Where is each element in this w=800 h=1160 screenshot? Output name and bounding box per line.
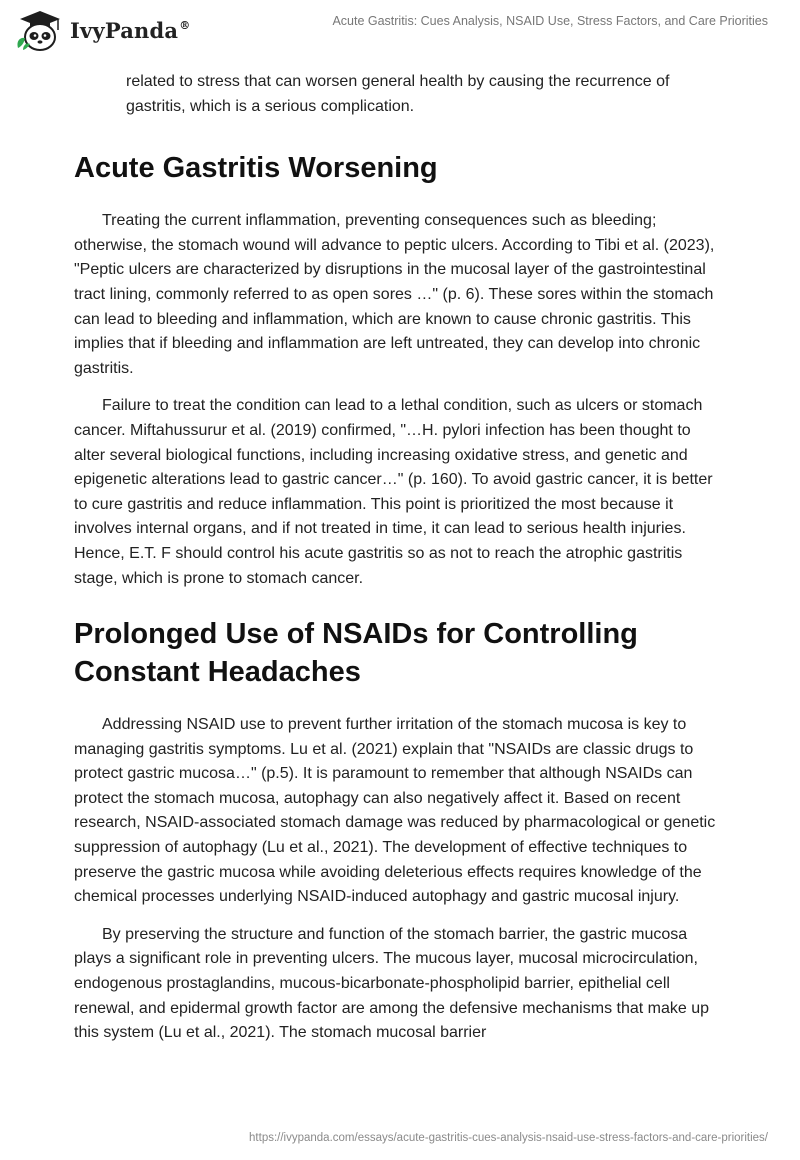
panda-graduate-icon: [14, 8, 62, 52]
article-body: [74, 70, 724, 1059]
continued-paragraph: related to stress that can worsen general health by causing the recurrence of gastritis, which is a serious complication.: [126, 73, 670, 115]
paragraph: Addressing NSAID use to prevent further irritation of the stomach mucosa is key to managing gastritis symptoms. Lu et al. (2021) explain that "NSAIDs are classic drugs to protect gastric mucosa…" (p.5). It is paramount to remember that although NSAIDs can protect the stomach mucosa, autophagy can also negatively affect it. Based on recent research, NSAID-associated stomach damage was reduced by pharmacological or genetic suppression of autophagy (Lu et al., 2021). The development of effective techniques to preserve the gastric mucosa while avoiding deleterious effects requires knowledge of the chemical processes underlying NSAID-induced autophagy and gastric mucosal injury.: [74, 716, 716, 906]
page-header: [0, 0, 800, 60]
logo-name: IvyPanda: [70, 17, 179, 43]
logo-wordmark: [70, 18, 190, 43]
section-heading-nsaids: Prolonged Use of NSAIDs for Controlling Constant Headaches: [74, 618, 638, 689]
paragraph: By preserving the structure and function of the stomach barrier, the gastric mucosa plays a significant role in preventing ulcers. The mucous layer, mucosal microcirculation, endogenous prostaglandins, mucous-bicarbonate-phospholipid barrier, epithelial cell renewal, and epidermal growth factor are among the defensive mechanisms that make up this system (Lu et al., 2021). The stomach mucosal barrier: [74, 925, 710, 1042]
section-heading-acute-gastritis: Acute Gastritis Worsening: [74, 152, 438, 185]
paragraph: Treating the current inflammation, preventing consequences such as bleeding; otherwise, the stomach wound will advance to peptic ulcers. According to Tibi et al. (2023), "Peptic ulcers are characterized by disruptions in the mucosal layer of the gastrointestinal tract lining, commonly referred to as open sores …" (p. 6). These sores within the stomach can lead to bleeding and inflammation, which are known to cause chronic gastritis. This implies that if bleeding and inflammation are left untreated, they can develop into chronic gastritis.: [74, 212, 715, 377]
source-url[interactable]: https://ivypanda.com/essays/acute-gastritis-cues-analysis-nsaid-use-stress-factors-and-care-priorities/: [249, 1132, 768, 1144]
paragraph: Failure to treat the condition can lead to a lethal condition, such as ulcers or stomach cancer. Miftahussurur et al. (2019) confirmed, "…H. pylori infection has been thought to alter several biological functions, including increasing oxidative stress, and genetic and epigenetic alterations lead to gastric cancer…" (p. 160). To avoid gastric cancer, it is better to cure gastritis and reduce inflammation. This point is prioritized the most because it involves internal organs, and if not treated in time, it can lead to serious health injuries. Hence, E.T. F should control his acute gastritis so as not to reach the atrophic gastritis stage, which is prone to stomach cancer.: [74, 397, 713, 587]
document-title: Acute Gastritis: Cues Analysis, NSAID Use, Stress Factors, and Care Priorities: [332, 14, 768, 28]
registered-mark: ®: [179, 18, 191, 32]
ivypanda-logo[interactable]: [14, 8, 190, 52]
